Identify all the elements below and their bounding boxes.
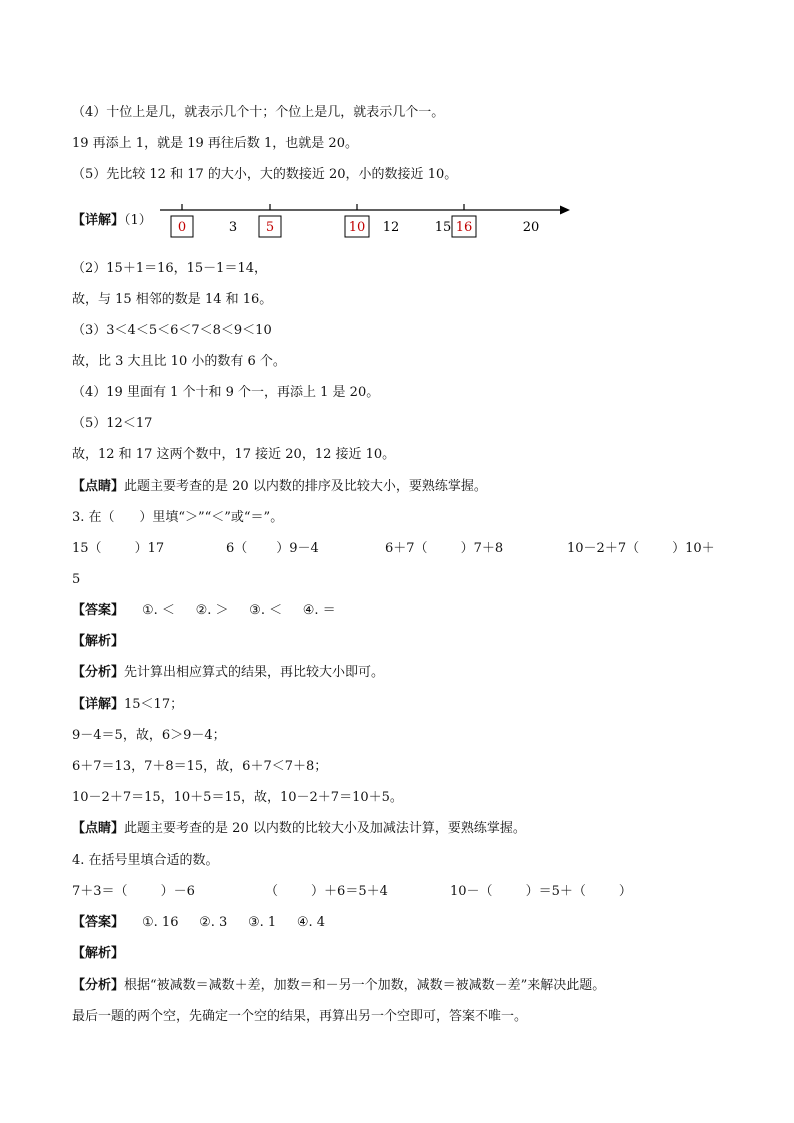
q4-fenxi bbox=[72, 978, 605, 994]
num-16: 16 bbox=[455, 220, 473, 235]
q4-fenxi-text: 根据“被减数＝减数＋差，加数＝和－另一个加数，减数＝被减数－差”来解决此题。 bbox=[124, 978, 606, 993]
tag-daan-2: 【答案】 bbox=[72, 915, 125, 930]
tag-dianjing-2: 【点睛】 bbox=[72, 821, 125, 836]
number-line-label bbox=[72, 213, 152, 229]
q4-answer bbox=[72, 915, 325, 931]
q4-last: 最后一题的两个空，先确定一个空的结果，再算出另一个空即可，答案不唯一。 bbox=[72, 1009, 528, 1024]
q3-fenxi bbox=[72, 665, 384, 681]
l12-text: 此题主要考查的是 20 以内数的排序及比较大小，要熟练掌握。 bbox=[124, 479, 487, 494]
tag-xiangjie: 【详解】 bbox=[72, 213, 125, 228]
num-10: 10 bbox=[348, 220, 366, 235]
q4-item-3: 10－（ ）＝5＋（ ） bbox=[450, 884, 632, 899]
number-line bbox=[160, 196, 580, 246]
l11: 故，12 和 17 这两个数中，17 接近 20，12 接近 10。 bbox=[72, 447, 396, 462]
q4-jiexi: 【解析】 bbox=[72, 946, 125, 961]
tag-fenxi-2: 【分析】 bbox=[72, 978, 125, 993]
num-12: 12 bbox=[382, 220, 400, 235]
q3-detail-1-text: 15＜17； bbox=[124, 697, 184, 712]
number-line-arrow-icon bbox=[560, 206, 570, 215]
q3-dianjing bbox=[72, 821, 526, 837]
number-line-part-label: （1） bbox=[124, 213, 152, 228]
l12 bbox=[72, 479, 487, 495]
q3-item-4: 10－2＋7（ ）10＋ bbox=[567, 541, 715, 556]
q3-item-2: 6（ ）9－4 bbox=[226, 541, 319, 556]
l9: （4）19 里面有 1 个十和 9 个一，再添上 1 是 20。 bbox=[72, 385, 380, 400]
tag-dianjing: 【点睛】 bbox=[72, 479, 125, 494]
num-5: 5 bbox=[265, 220, 275, 235]
num-20: 20 bbox=[522, 220, 540, 235]
q3-wrap: 5 bbox=[72, 572, 81, 587]
tag-fenxi: 【分析】 bbox=[72, 665, 125, 680]
q3-detail-3: 6＋7＝13，7＋8＝15，故，6＋7＜7＋8； bbox=[72, 759, 328, 774]
l7: （3）3＜4＜5＜6＜7＜8＜9＜10 bbox=[72, 323, 272, 338]
tag-xiangjie-2: 【详解】 bbox=[72, 697, 125, 712]
q4-answer-text: ①. 16 ②. 3 ③. 1 ④. 4 bbox=[142, 915, 326, 930]
l10: （5）12＜17 bbox=[72, 416, 153, 431]
num-3: 3 bbox=[228, 220, 238, 235]
q3-item-1: 15（ ）17 bbox=[72, 541, 165, 556]
q3-answer bbox=[72, 603, 336, 619]
q3-detail-4: 10－2＋7＝15，10＋5＝15，故，10－2＋7＝10＋5。 bbox=[72, 790, 403, 805]
l5: （2）15＋1＝16，15－1＝14， bbox=[72, 261, 267, 276]
q3-detail-1 bbox=[72, 697, 183, 713]
l8: 故，比 3 大且比 10 小的数有 6 个。 bbox=[72, 354, 286, 369]
num-15: 15 bbox=[434, 220, 452, 235]
number-line-ticks bbox=[182, 204, 464, 210]
num-0: 0 bbox=[177, 220, 187, 235]
q3-fenxi-text: 先计算出相应算式的结果，再比较大小即可。 bbox=[124, 665, 385, 680]
l1: （4）十位上是几，就表示几个十；个位上是几，就表示几个一。 bbox=[72, 105, 445, 120]
tag-daan: 【答案】 bbox=[72, 603, 125, 618]
q3-dianjing-text: 此题主要考查的是 20 以内数的比较大小及加减法计算，要熟练掌握。 bbox=[124, 821, 526, 836]
l3: （5）先比较 12 和 17 的大小，大的数接近 20，小的数接近 10。 bbox=[72, 167, 458, 182]
q3-title: 3. 在（ ）里填“＞”“＜”或“＝”。 bbox=[72, 510, 284, 525]
q3-item-3: 6＋7（ ）7＋8 bbox=[385, 541, 504, 556]
q4-item-1: 7＋3＝（ ）－6 bbox=[72, 884, 195, 899]
l6: 故，与 15 相邻的数是 14 和 16。 bbox=[72, 292, 273, 307]
q3-answer-text: ①. ＜ ②. ＞ ③. ＜ ④. ＝ bbox=[142, 603, 336, 618]
q3-jiexi: 【解析】 bbox=[72, 634, 125, 649]
q3-detail-2: 9－4＝5，故，6＞9－4； bbox=[72, 728, 226, 743]
q4-item-2: （ ）＋6＝5＋4 bbox=[265, 884, 388, 899]
q4-title: 4. 在括号里填合适的数。 bbox=[72, 853, 219, 868]
l2: 19 再添上 1，就是 19 再往后数 1，也就是 20。 bbox=[72, 136, 358, 151]
